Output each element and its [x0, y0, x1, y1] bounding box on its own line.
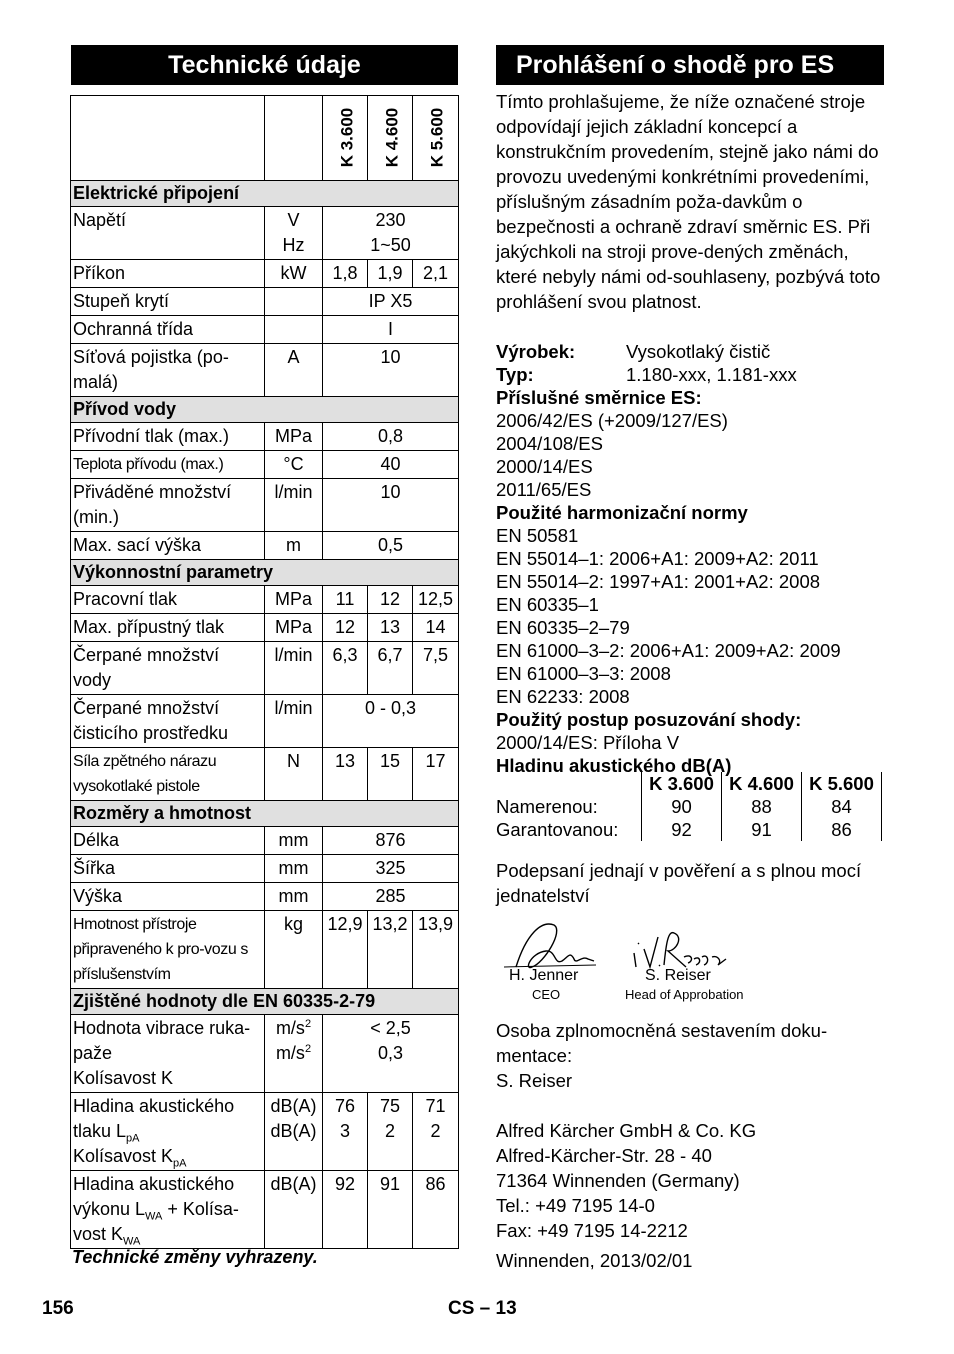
table-row: Pracovní tlak MPa 11 12 12,5: [71, 586, 459, 614]
table-row: Délka mm 876: [71, 827, 459, 855]
table-row: Max. sací výška m 0,5: [71, 532, 459, 560]
section-row: Elektrické připojení: [71, 181, 459, 207]
table-row: [71, 96, 459, 181]
table-row: Příkon kW 1,8 1,9 2,1: [71, 260, 459, 288]
signature-block: [496, 915, 796, 1010]
page-code: CS – 13: [448, 1298, 517, 1319]
declaration-intro: Tímto prohlašujeme, že níže označené stroje odpovídají jejich základní koncepcí a konstrukčním provedením, stejně jako námi do provozu uvedenými konkrétními provedeními, příslušným zásadním poža-davkům o bezpečnosti a ochraně zdraví směrnic ES. Při jakýchkoli na stroji prove-dených změnách, které nebyly námi od-souhlaseny, pozbývá toto prohlášení svou platnost.: [496, 91, 881, 312]
model-header: K 3.600: [337, 107, 357, 168]
signatories-note: Podepsaní jednají v pověření a s plnou mocí jednatelství: [496, 860, 862, 906]
table-row: Výška mm 285: [71, 883, 459, 911]
table-row: Napětí V Hz 230 1~50: [71, 207, 459, 260]
place-date: Winnenden, 2013/02/01: [496, 1250, 693, 1271]
product-line: Výrobek: Vysokotlaký čistič: [496, 341, 771, 362]
table-row: Namerenou: 90 88 84: [496, 795, 882, 818]
noise-heading: Hladinu akustického dB(A): [496, 755, 732, 776]
table-row: Čerpané množství čisticího prostředku l/min 0 - 0,3: [71, 695, 459, 748]
list-item: EN 61000–3–2: 2006+A1: 2009+A2: 2009: [496, 640, 841, 661]
table-row: Síla zpětného nárazu vysokotlaké pistole N 13 15 17: [71, 748, 459, 801]
table-row: Hmotnost přístroje připraveného k pro-vozu s příslušenstvím kg 12,9 13,2 13,9: [71, 911, 459, 989]
page-number: 156: [42, 1298, 74, 1319]
tech-data-title: Technické údaje: [71, 45, 458, 85]
table-row: K 3.600 K 4.600 K 5.600: [496, 772, 882, 795]
list-item: 2000/14/ES: [496, 456, 593, 477]
model-header: K 5.600: [427, 107, 447, 168]
signer-1-name: H. Jenner: [509, 967, 579, 984]
list-item: 2006/42/ES (+2009/127/ES): [496, 410, 728, 431]
list-item: EN 61000–3–3: 2008: [496, 663, 671, 684]
procedure-value: 2000/14/ES: Příloha V: [496, 732, 680, 753]
table-row: Přiváděné množství (min.) l/min 10: [71, 479, 459, 532]
table-row: Garantovanou: 92 91 86: [496, 818, 882, 841]
model-header: K 4.600: [382, 107, 402, 168]
list-item: EN 55014–2: 1997+A1: 2001+A2: 2008: [496, 571, 821, 592]
company-address: Alfred Kärcher GmbH & Co. KG Alfred-Kärcher-Str. 28 - 40 71364 Winnenden (Germany) Tel.: +49 7195 14-0 Fax: +49 7195 14-2212: [496, 1120, 757, 1241]
table-row: Čerpané množství vody l/min 6,3 6,7 7,5: [71, 642, 459, 695]
section-row: Rozměry a hmotnost: [71, 801, 459, 827]
procedure-heading: Použitý postup posuzování shody:: [496, 709, 802, 730]
signer-2-role: Head of Approbation: [625, 987, 744, 1002]
list-item: 2004/108/ES: [496, 433, 603, 454]
table-row: Stupeň krytí IP X5: [71, 288, 459, 316]
list-item: EN 62233: 2008: [496, 686, 630, 707]
table-row: Hladina akustického výkonu $L_{WA}$ + Kolísa-vost $K_{WA}$ dB(A) 92 91 86: [71, 1171, 459, 1249]
authorized-person: Osoba zplnomocněná sestavením doku-mentace: S. Reiser: [496, 1020, 828, 1091]
table-row: Hladina akustického tlaku $L_{pA}$ Kolísavost $K_{pA}$ dB(A) dB(A) 76 3 75 2 71 2: [71, 1093, 459, 1171]
norms-heading: Použité harmonizační normy: [496, 502, 748, 523]
table-row: Šířka mm 325: [71, 855, 459, 883]
table-row: Teplota přívodu (max.) °C 40: [71, 451, 459, 479]
tech-data-table: [70, 95, 459, 1249]
directives-list: [496, 409, 886, 501]
list-item: EN 50581: [496, 525, 579, 546]
list-item: EN 60335–1: [496, 594, 599, 615]
directives-heading: Příslušné směrnice ES:: [496, 387, 702, 408]
table-row: Přívodní tlak (max.) MPa 0,8: [71, 423, 459, 451]
list-item: 2011/65/ES: [496, 479, 592, 500]
signer-2-name: S. Reiser: [645, 967, 711, 984]
tech-changes-note: Technické změny vyhrazeny.: [72, 1247, 318, 1267]
table-row: Síťová pojistka (po-malá) A 10: [71, 344, 459, 397]
table-row: Hodnota vibrace ruka-paže Kolísavost K $m/s^2$ $m/s^2$ < 2,5 0,3: [71, 1015, 459, 1093]
section-row: Přívod vody: [71, 397, 459, 423]
section-row: Zjištěné hodnoty dle EN 60335-2-79: [71, 989, 459, 1015]
section-row: Výkonnostní parametry: [71, 560, 459, 586]
list-item: EN 60335–2–79: [496, 617, 630, 638]
declaration-title: Prohlášení o shodě pro ES: [496, 45, 884, 85]
type-line: Typ: 1.180-xxx, 1.181-xxx: [496, 364, 797, 385]
table-row: Ochranná třída I: [71, 316, 459, 344]
list-item: EN 55014–1: 2006+A1: 2009+A2: 2011: [496, 548, 819, 569]
noise-table: [496, 772, 882, 841]
table-row: Max. přípustný tlak MPa 12 13 14: [71, 614, 459, 642]
norms-list: [496, 524, 886, 708]
signer-1-role: CEO: [532, 987, 561, 1002]
